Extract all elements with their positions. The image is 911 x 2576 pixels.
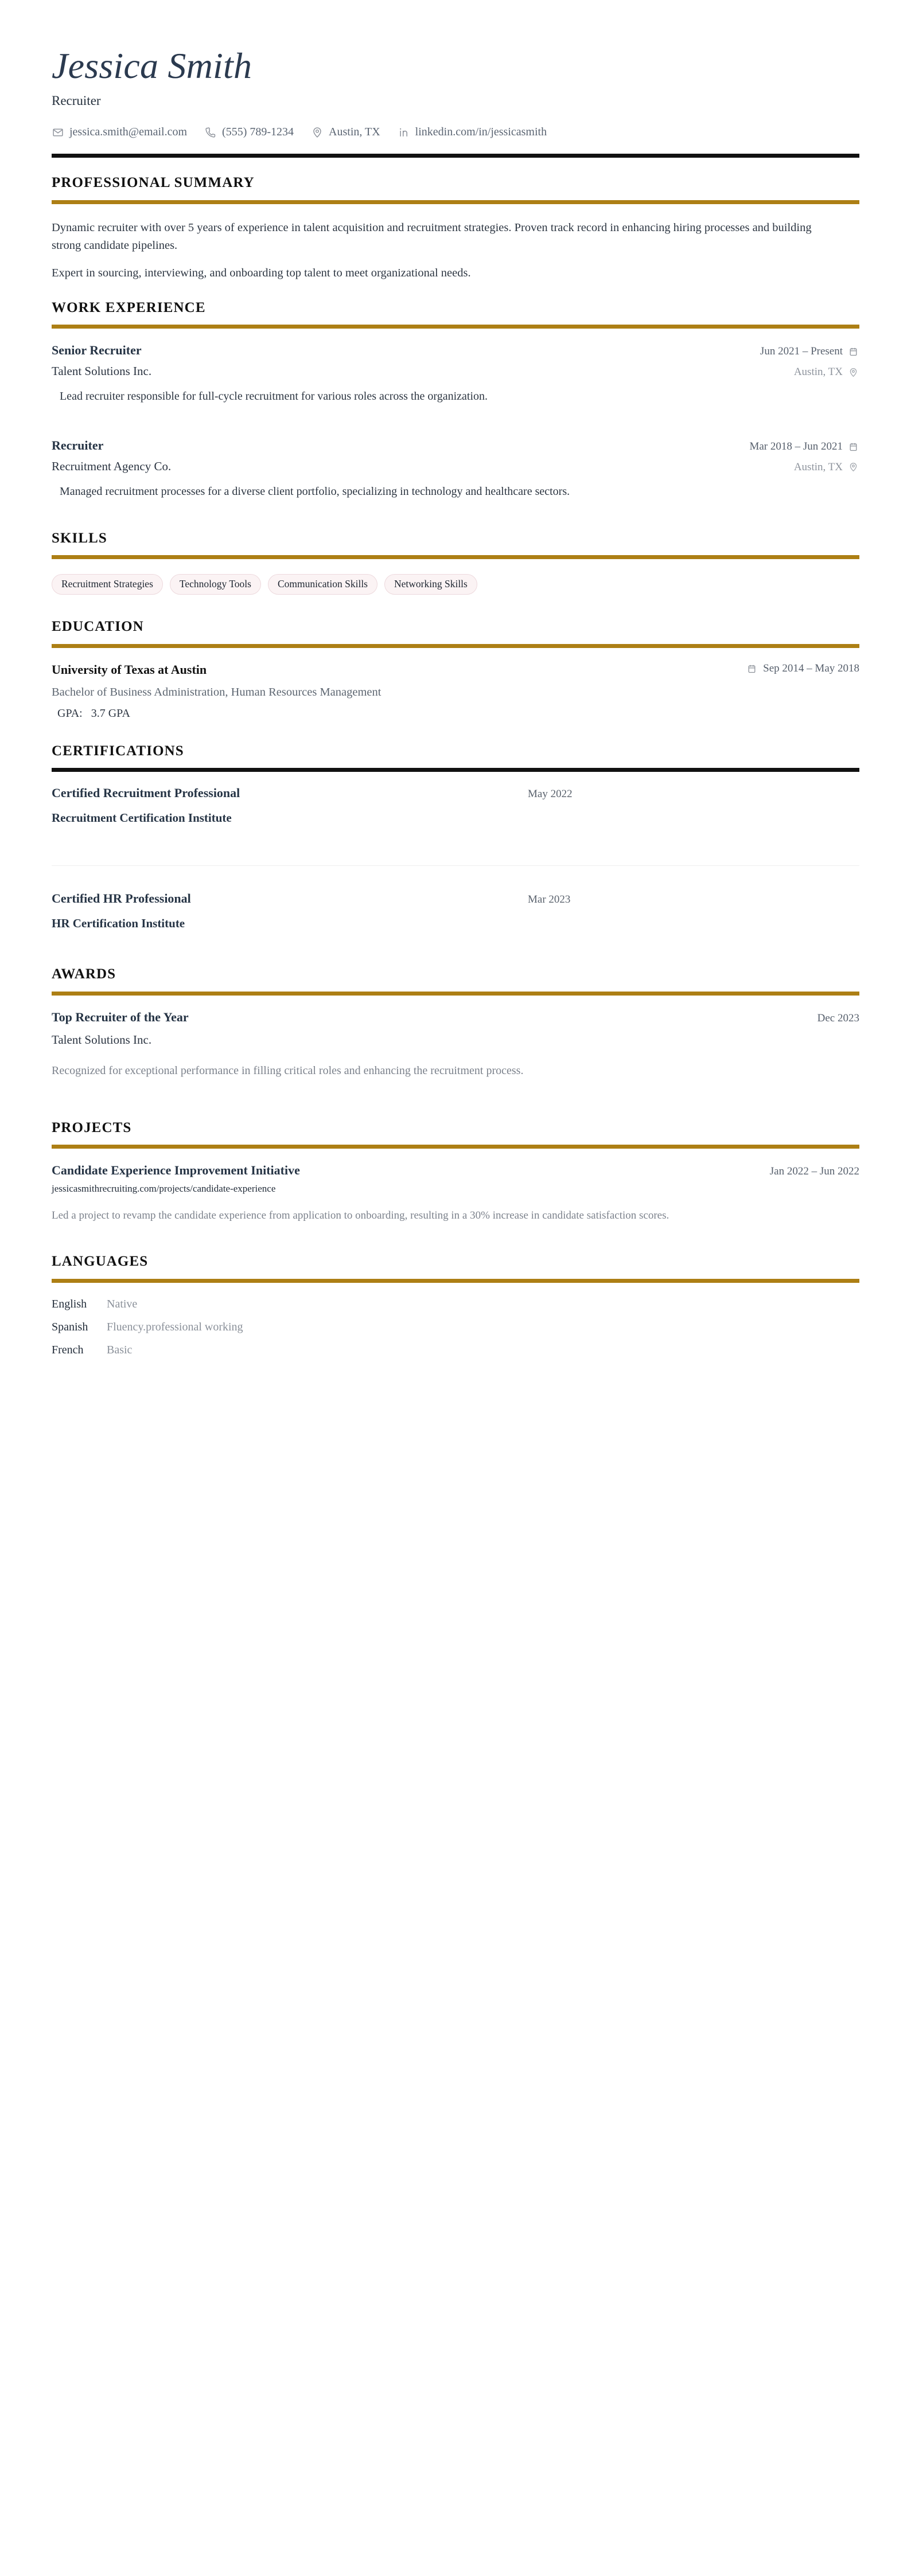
- language-name: French: [52, 1343, 84, 1356]
- skill-pill: Communication Skills: [268, 574, 377, 595]
- summary-body: [52, 204, 859, 283]
- education-date: [747, 662, 859, 675]
- project-entries: [52, 1149, 859, 1224]
- contact-phone-text: (555) 789-1234: [222, 126, 294, 139]
- project-title: Candidate Experience Improvement Initiative: [52, 1163, 300, 1178]
- award-title: Top Recruiter of the Year: [52, 1009, 189, 1024]
- job-description: Lead recruiter responsible for full-cycle recruitment for various roles across the organization.: [60, 390, 488, 403]
- section-work-experience: [52, 300, 859, 501]
- section-languages: [52, 1254, 859, 1357]
- section-rule-certifications: [52, 768, 859, 772]
- job-location-text: Austin, TX: [793, 366, 843, 378]
- project-url[interactable]: jessicasmithrecruiting.com/projects/candidate-experience: [52, 1182, 276, 1194]
- resume-header: [52, 46, 859, 158]
- section-title-languages: LANGUAGES: [52, 1254, 149, 1270]
- certification-issuer: HR Certification Institute: [52, 916, 185, 931]
- certification-name: Certified HR Professional: [52, 891, 191, 906]
- job-description: Managed recruitment processes for a diverse client portfolio, specializing in technology and healthcare sectors.: [60, 485, 570, 498]
- skills-list: [52, 559, 859, 595]
- calendar-icon: [848, 442, 859, 452]
- work-entries: [52, 329, 859, 500]
- project-date: Jan 2022 – Jun 2022: [769, 1165, 859, 1178]
- contact-linkedin-text: linkedin.com/in/jessicasmith: [415, 126, 547, 139]
- project-description: Led a project to revamp the candidate experience from application to onboarding, resulting in a 30% increase in candidate satisfaction scores.: [52, 1209, 669, 1221]
- job-date: [749, 440, 859, 453]
- certification-entry: [52, 891, 859, 931]
- candidate-headline: Recruiter: [52, 93, 101, 108]
- candidate-name: Jessica Smith: [52, 45, 252, 86]
- job-title: Recruiter: [52, 438, 104, 452]
- skill-pill: Recruitment Strategies: [52, 574, 163, 595]
- language-name: English: [52, 1297, 87, 1310]
- section-title-certifications: CERTIFICATIONS: [52, 743, 184, 759]
- email-icon: [52, 126, 64, 139]
- education-date-text: Sep 2014 – May 2018: [763, 662, 859, 675]
- job-date-text: Mar 2018 – Jun 2021: [749, 440, 843, 452]
- linkedin-icon: [398, 126, 410, 139]
- header-divider: [52, 154, 859, 158]
- certification-entry: [52, 786, 859, 866]
- section-rule-summary: [52, 200, 859, 204]
- language-list: [52, 1283, 859, 1357]
- gpa-row: [52, 707, 859, 720]
- job-location: [794, 461, 859, 474]
- skill-pill: Technology Tools: [170, 574, 261, 595]
- phone-icon: [204, 126, 217, 139]
- language-row: [52, 1321, 859, 1334]
- contact-email[interactable]: [52, 126, 187, 139]
- section-skills: [52, 530, 859, 595]
- work-entry: [52, 438, 859, 501]
- section-awards: [52, 966, 859, 1079]
- summary-paragraph: Expert in sourcing, interviewing, and onboarding top talent to meet organizational needs.: [52, 267, 471, 280]
- section-title-projects: PROJECTS: [52, 1119, 132, 1135]
- calendar-icon: [848, 346, 859, 357]
- certification-name: Certified Recruitment Professional: [52, 786, 240, 801]
- school-name: University of Texas at Austin: [52, 662, 207, 677]
- entry-separator: [52, 865, 859, 866]
- job-date-text: Jun 2021 – Present: [760, 345, 843, 358]
- company-name: Talent Solutions Inc.: [52, 364, 152, 378]
- certification-issuer: Recruitment Certification Institute: [52, 811, 232, 825]
- certification-entries: [52, 772, 859, 931]
- section-title-education: EDUCATION: [52, 619, 144, 635]
- section-rule-skills: [52, 555, 859, 559]
- gpa-value: 3.7 GPA: [91, 707, 130, 720]
- contact-phone[interactable]: [204, 126, 294, 139]
- education-entries: [52, 648, 859, 720]
- section-projects: [52, 1120, 859, 1224]
- contact-row: [52, 126, 859, 139]
- section-rule-awards: [52, 992, 859, 996]
- contact-location: [311, 126, 380, 139]
- section-title-work: WORK EXPERIENCE: [52, 299, 206, 315]
- certification-date: May 2022: [528, 788, 573, 801]
- job-title: Senior Recruiter: [52, 343, 142, 358]
- award-issuer: Talent Solutions Inc.: [52, 1032, 152, 1047]
- language-level: Basic: [107, 1343, 133, 1356]
- award-entry: [52, 1009, 859, 1080]
- language-level: Native: [107, 1297, 138, 1310]
- section-title-summary: PROFESSIONAL SUMMARY: [52, 175, 255, 191]
- degree-name: Bachelor of Business Administration, Human Resources Management: [52, 686, 381, 699]
- award-description: Recognized for exceptional performance in filling critical roles and enhancing the recruitment process.: [52, 1064, 524, 1077]
- summary-paragraph: Dynamic recruiter with over 5 years of experience in talent acquisition and recruitment strategies. Proven track record in enhancing hiring processes and building strong candidate pipelines.: [52, 221, 812, 252]
- contact-location-text: Austin, TX: [329, 126, 380, 139]
- education-entry: [52, 662, 859, 720]
- calendar-icon: [747, 663, 758, 674]
- location-pin-icon: [848, 367, 859, 378]
- skill-pill: Networking Skills: [384, 574, 477, 595]
- location-pin-icon: [311, 126, 324, 139]
- language-level: Fluency.professional working: [107, 1320, 243, 1333]
- gpa-label: GPA:: [57, 707, 83, 720]
- section-professional-summary: [52, 175, 859, 283]
- job-location-text: Austin, TX: [793, 460, 843, 473]
- section-title-skills: SKILLS: [52, 530, 107, 546]
- contact-linkedin[interactable]: [398, 126, 547, 139]
- job-location: [794, 366, 859, 378]
- company-name: Recruitment Agency Co.: [52, 459, 172, 473]
- award-entries: [52, 996, 859, 1080]
- certification-date: Mar 2023: [528, 893, 571, 906]
- language-name: Spanish: [52, 1320, 88, 1333]
- section-rule-work: [52, 325, 859, 329]
- section-title-awards: AWARDS: [52, 966, 116, 982]
- job-date: [760, 345, 859, 358]
- section-education: [52, 619, 859, 720]
- language-row: [52, 1298, 859, 1311]
- location-pin-icon: [848, 462, 859, 473]
- award-date: Dec 2023: [817, 1012, 859, 1024]
- section-rule-languages: [52, 1279, 859, 1283]
- section-rule-projects: [52, 1145, 859, 1149]
- section-certifications: [52, 743, 859, 931]
- contact-email-text: jessica.smith@email.com: [69, 126, 188, 139]
- section-rule-education: [52, 644, 859, 648]
- work-entry: [52, 342, 859, 405]
- project-entry: [52, 1162, 859, 1224]
- language-row: [52, 1344, 859, 1357]
